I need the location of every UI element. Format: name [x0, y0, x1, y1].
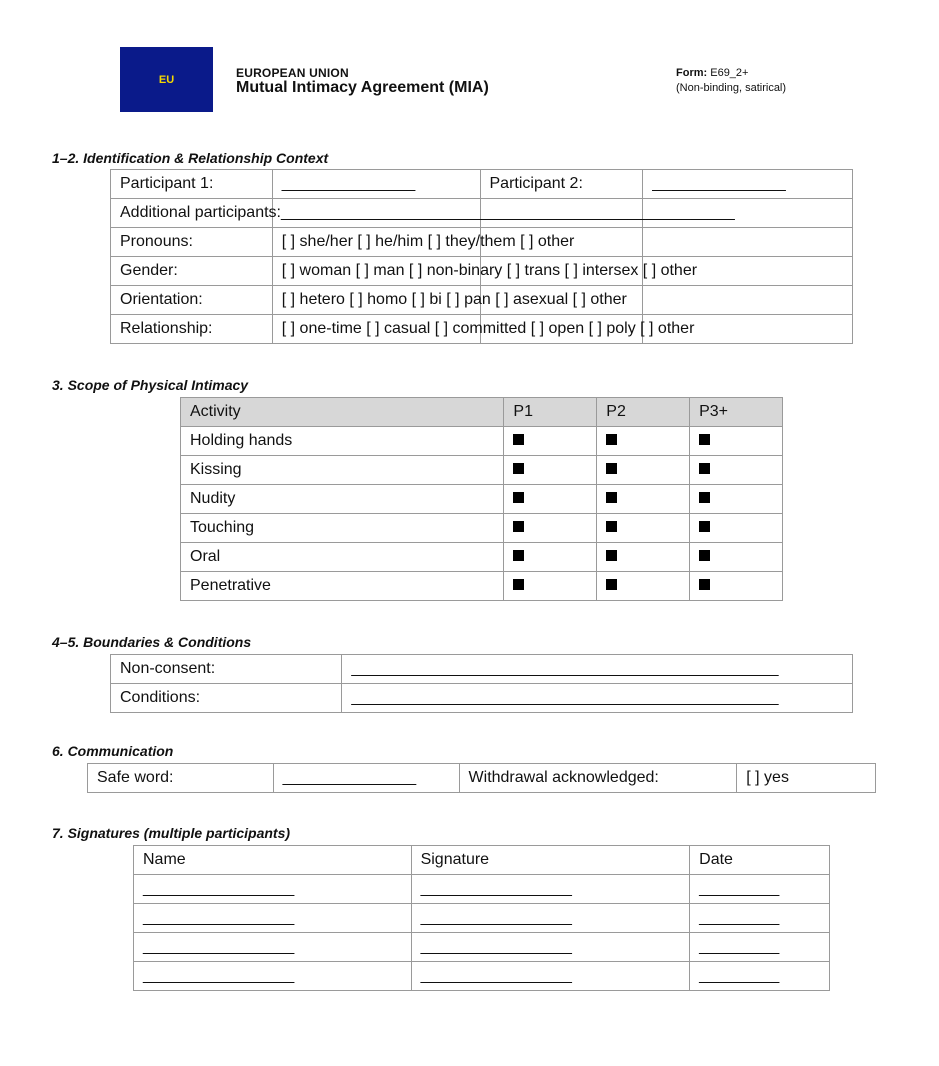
relationship-row — [111, 315, 853, 344]
pronouns-row — [111, 228, 853, 257]
form-id — [676, 67, 748, 79]
conditions-label: Conditions: — [111, 684, 342, 713]
intimacy-scope-table — [180, 397, 783, 601]
col-signature: Signature — [411, 846, 690, 875]
table-row — [134, 875, 830, 904]
checkbox-filled-icon[interactable] — [606, 463, 617, 474]
identification-table — [110, 169, 853, 344]
signatures-header-row — [134, 846, 830, 875]
activity-label: Penetrative — [181, 572, 504, 601]
relationship-label: Relationship: — [111, 315, 273, 344]
participants-row — [111, 170, 853, 199]
orientation-row — [111, 286, 853, 315]
org-name: EUROPEAN UNION — [236, 66, 349, 80]
additional-participants-row — [111, 199, 853, 228]
table-row — [181, 427, 783, 456]
signature-field[interactable]: _________________ — [411, 904, 690, 933]
col-name: Name — [134, 846, 412, 875]
additional-participants-cell[interactable] — [111, 199, 735, 228]
checkbox-filled-icon[interactable] — [699, 579, 710, 590]
additional-participants-label: Additional participants: — [120, 204, 281, 221]
safeword-field[interactable]: _______________ — [273, 764, 459, 793]
section-7-heading: 7. Signatures (multiple participants) — [52, 825, 291, 841]
checkbox-filled-icon[interactable] — [513, 463, 524, 474]
signatures-table — [133, 845, 830, 991]
col-date: Date — [690, 846, 830, 875]
boundaries-table — [110, 654, 853, 713]
checkbox-filled-icon[interactable] — [699, 550, 710, 561]
name-field[interactable]: _________________ — [134, 933, 412, 962]
eu-flag-logo — [120, 47, 213, 112]
form-title: Mutual Intimacy Agreement (MIA) — [236, 79, 489, 96]
name-field[interactable]: _________________ — [134, 875, 412, 904]
table-row — [134, 962, 830, 991]
signature-field[interactable]: _________________ — [411, 962, 690, 991]
date-field[interactable]: _________ — [690, 933, 830, 962]
date-field[interactable]: _________ — [690, 904, 830, 933]
nonconsent-field[interactable]: ________________________________________________ — [342, 655, 853, 684]
table-row — [181, 572, 783, 601]
checkbox-filled-icon[interactable] — [606, 434, 617, 445]
activity-label: Touching — [181, 514, 504, 543]
orientation-label: Orientation: — [111, 286, 273, 315]
intimacy-header-row — [181, 398, 783, 427]
checkbox-filled-icon[interactable] — [513, 434, 524, 445]
col-p2: P2 — [597, 398, 690, 427]
conditions-row — [111, 684, 853, 713]
participant1-label: Participant 1: — [111, 170, 273, 199]
form-note: (Non-binding, satirical) — [676, 82, 787, 94]
section-3-heading: 3. Scope of Physical Intimacy — [52, 377, 249, 393]
checkbox-filled-icon[interactable] — [606, 579, 617, 590]
orientation-options[interactable]: [ ] hetero [ ] homo [ ] bi [ ] pan [ ] asexual [ ] other — [272, 286, 480, 315]
gender-options[interactable]: [ ] woman [ ] man [ ] non-binary [ ] trans [ ] intersex [ ] other — [272, 257, 480, 286]
activity-label: Holding hands — [181, 427, 504, 456]
pronouns-options[interactable]: [ ] she/her [ ] he/him [ ] they/them [ ] other — [272, 228, 480, 257]
checkbox-filled-icon[interactable] — [513, 550, 524, 561]
table-row — [134, 933, 830, 962]
checkbox-filled-icon[interactable] — [699, 521, 710, 532]
name-field[interactable]: _________________ — [134, 904, 412, 933]
table-row — [181, 485, 783, 514]
pronouns-label: Pronouns: — [111, 228, 273, 257]
signature-field[interactable]: _________________ — [411, 875, 690, 904]
conditions-field[interactable]: ________________________________________________ — [342, 684, 853, 713]
additional-participants-field[interactable]: ___________________________________________________ — [280, 204, 735, 221]
checkbox-filled-icon[interactable] — [699, 434, 710, 445]
checkbox-filled-icon[interactable] — [513, 492, 524, 503]
signature-field[interactable]: _________________ — [411, 933, 690, 962]
section-6-heading: 6. Communication — [52, 743, 174, 759]
section-4-5-heading: 4–5. Boundaries & Conditions — [52, 634, 252, 650]
checkbox-filled-icon[interactable] — [606, 550, 617, 561]
col-p1: P1 — [504, 398, 597, 427]
checkbox-filled-icon[interactable] — [699, 463, 710, 474]
table-row — [134, 904, 830, 933]
relationship-options[interactable]: [ ] one-time [ ] casual [ ] committed [ ] open [ ] poly [ ] other — [272, 315, 480, 344]
withdrawal-checkbox[interactable]: [ ] yes — [737, 764, 876, 793]
nonconsent-row — [111, 655, 853, 684]
communication-row — [88, 764, 876, 793]
date-field[interactable]: _________ — [690, 962, 830, 991]
form-id-value: E69_2+ — [710, 67, 749, 79]
eu-logo-text: EU — [158, 73, 175, 86]
col-activity: Activity — [181, 398, 504, 427]
table-row — [181, 514, 783, 543]
nonconsent-label: Non-consent: — [111, 655, 342, 684]
participant2-field[interactable]: _______________ — [643, 170, 853, 199]
checkbox-filled-icon[interactable] — [513, 521, 524, 532]
gender-label: Gender: — [111, 257, 273, 286]
form-id-label: Form: — [676, 67, 708, 79]
table-row — [181, 456, 783, 485]
col-p3plus: P3+ — [690, 398, 783, 427]
gender-row — [111, 257, 853, 286]
activity-label: Nudity — [181, 485, 504, 514]
section-1-2-heading: 1–2. Identification & Relationship Context — [52, 150, 329, 166]
checkbox-filled-icon[interactable] — [606, 521, 617, 532]
safeword-label: Safe word: — [88, 764, 274, 793]
activity-label: Kissing — [181, 456, 504, 485]
checkbox-filled-icon[interactable] — [699, 492, 710, 503]
checkbox-filled-icon[interactable] — [513, 579, 524, 590]
name-field[interactable]: _________________ — [134, 962, 412, 991]
communication-table — [87, 763, 876, 793]
checkbox-filled-icon[interactable] — [606, 492, 617, 503]
participant2-label: Participant 2: — [480, 170, 643, 199]
participant1-field[interactable]: _______________ — [272, 170, 480, 199]
withdrawal-label: Withdrawal acknowledged: — [459, 764, 737, 793]
table-row — [181, 543, 783, 572]
activity-label: Oral — [181, 543, 504, 572]
date-field[interactable]: _________ — [690, 875, 830, 904]
